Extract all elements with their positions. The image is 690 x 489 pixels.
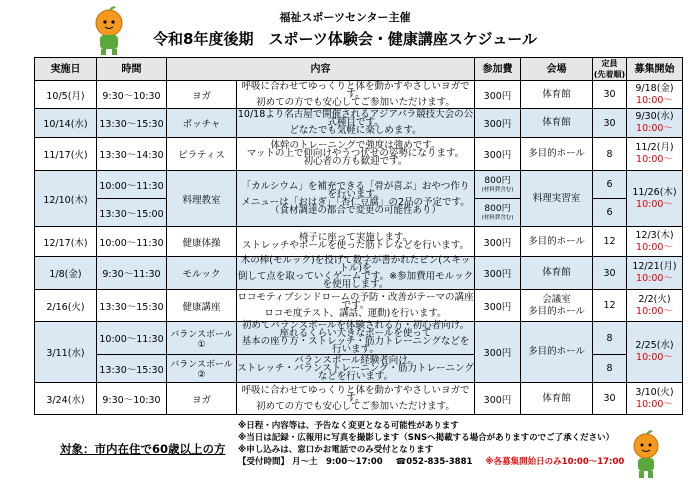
row-fee: 300円 xyxy=(475,257,521,290)
row-capacity: 30 xyxy=(593,257,627,290)
row-name: 健康体操 xyxy=(167,227,237,257)
row-recruit: 12/21(月) 10:00～ xyxy=(627,257,683,290)
table-row xyxy=(35,257,683,290)
row-capacity: 12 xyxy=(593,290,627,322)
row-time: 9:30～10:30 xyxy=(97,81,167,109)
row-recruit: 11/2(月) 10:00～ xyxy=(627,138,683,171)
header-content: 内容 xyxy=(167,58,475,81)
row-capacity: 8 xyxy=(593,322,627,355)
row-venue: 多目的ホール xyxy=(521,227,593,257)
row-venue: 多目的ホール xyxy=(521,322,593,383)
row-fee: 800円 (材料費含む) xyxy=(475,199,521,227)
table-row xyxy=(35,322,683,355)
row-venue: 料理実習室 xyxy=(521,171,593,227)
organizer-label: 福祉スポーツセンター主催 xyxy=(279,11,411,24)
row-name: ボッチャ xyxy=(167,109,237,138)
row-time: 13:30～15:00 xyxy=(97,199,167,227)
row-recruit: 12/3(木) 10:00～ xyxy=(627,227,683,257)
row-capacity: 6 xyxy=(593,199,627,227)
header-fee: 参加費 xyxy=(475,58,521,81)
row-date: 10/14(水) xyxy=(35,109,97,138)
target-audience: 対象：市内在住で60歳以上の方 xyxy=(60,442,226,456)
row-desc: ロコモティブシンドロームの予防・改善がテーマの講座です。 ロコモ度テスト、講話、運動)を行います。 xyxy=(237,290,475,322)
reception-hours xyxy=(238,456,634,468)
row-desc: 呼吸に合わせてゆっくりと体を動かすやさしいヨガです。 初めての方でも安心してご参加いただけます。 xyxy=(237,81,475,109)
row-time: 9:30～11:30 xyxy=(97,257,167,290)
row-desc: 呼吸に合わせてゆっくりと体を動かすやさしいヨガです。 初めての方でも安心してご参加いただけます。 xyxy=(237,383,475,415)
row-time: 13:30～15:30 xyxy=(97,290,167,322)
header-recruit: 募集開始 xyxy=(627,58,683,81)
row-recruit: 2/25(水) 10:00～ xyxy=(627,322,683,383)
row-recruit: 3/10(火) 10:00～ xyxy=(627,383,683,415)
row-name: ピラティス xyxy=(167,138,237,171)
row-desc: 「カルシウム」を補充できる「骨が喜ぶ」おやつ作りを行います。 メニューは「おはぎ」「杏仁豆腐」の2品の予定です。 （食材調達の都合で変更の可能性あり） xyxy=(237,171,475,227)
row-name: 料理教室 xyxy=(167,171,237,227)
table-header-row xyxy=(35,58,683,81)
note-photo: ※当日は記録・広報用に写真を撮影します（SNSへ掲載する場合がありますのでご了承ください） xyxy=(238,433,615,443)
row-time: 10:00～11:30 xyxy=(97,322,167,355)
phone-number: ☎052-835-3881 xyxy=(395,457,473,467)
schedule-table xyxy=(34,57,683,415)
row-fee: 300円 xyxy=(475,322,521,383)
row-venue: 会議室 多目的ホール xyxy=(521,290,593,322)
row-name: バランスボール① xyxy=(167,322,237,355)
row-desc: 初めてバランスボールを体験される方・初心者向け。 座れるくらい大きなボールを使って 基本の座り方・ストレッチ・筋力トレーニングなどを行います。 xyxy=(237,322,475,355)
row-date: 12/10(木) xyxy=(35,171,97,227)
row-capacity: 8 xyxy=(593,138,627,171)
row-fee: 300円 xyxy=(475,81,521,109)
row-name: 健康講座 xyxy=(167,290,237,322)
row-venue: 体育館 xyxy=(521,383,593,415)
table-row xyxy=(35,290,683,322)
row-venue: 体育館 xyxy=(521,257,593,290)
row-date: 3/11(水) xyxy=(35,322,97,383)
mascot-orange-icon xyxy=(88,5,130,57)
table-row xyxy=(35,227,683,257)
row-time: 10:00～11:30 xyxy=(97,171,167,199)
row-recruit: 2/2(火) 10:00～ xyxy=(627,290,683,322)
row-name: ヨガ xyxy=(167,383,237,415)
header-venue: 会場 xyxy=(521,58,593,81)
row-fee: 300円 xyxy=(475,290,521,322)
note-schedule-change: ※日程・内容等は、予告なく変更となる可能性があります xyxy=(238,421,459,431)
row-recruit: 9/30(水) 10:00～ xyxy=(627,109,683,138)
row-date: 10/5(月) xyxy=(35,81,97,109)
row-capacity: 30 xyxy=(593,109,627,138)
page-title: 令和8年度後期 スポーツ体験会・健康講座スケジュール xyxy=(153,30,537,48)
table-row xyxy=(35,171,683,199)
hours-text: 【受付時間】 月～土 9:00～17:00 xyxy=(238,457,383,467)
row-venue: 体育館 xyxy=(521,109,593,138)
row-desc: 10/18より名古屋で開催されるアジアパラ競技大会の公式種目です。 どなたでも気軽に楽しめます。 xyxy=(237,109,474,136)
row-venue: 多目的ホール xyxy=(521,138,593,171)
row-time: 9:30～10:30 xyxy=(97,383,167,415)
row-name: ヨガ xyxy=(167,81,237,109)
row-desc: 体幹のトレーニングで強度は強めです。 マットの上で仰向けやうつ伏せの姿勢になります。 初心者の方も歓迎です。 xyxy=(237,138,475,171)
header-date: 実施日 xyxy=(35,58,97,81)
row-name: バランスボール② xyxy=(167,355,237,383)
row-venue: 体育館 xyxy=(521,81,593,109)
row-desc: 椅子に座って実施します。 ストレッチやボールを使った筋トレなどを行います。 xyxy=(237,227,475,257)
row-date: 2/16(火) xyxy=(35,290,97,322)
row-date: 1/8(金) xyxy=(35,257,97,290)
row-capacity: 30 xyxy=(593,81,627,109)
row-capacity: 6 xyxy=(593,171,627,199)
row-time: 13:30～15:30 xyxy=(97,109,167,138)
mascot-orange-icon xyxy=(628,430,664,482)
row-fee: 300円 xyxy=(475,227,521,257)
row-desc: 木の棒(モルック)を投げて数字が書かれたピン(スキットル)を 倒して点を取っていくゲームです。※参加費用モルックを使用します。 xyxy=(237,255,474,290)
table-row xyxy=(35,383,683,415)
header-capacity: 定員 (先着順) xyxy=(593,59,626,79)
row-recruit: 11/26(木) 10:00～ xyxy=(627,171,683,227)
header-time: 時間 xyxy=(97,58,167,81)
row-date: 11/17(火) xyxy=(35,138,97,171)
row-date: 12/17(木) xyxy=(35,227,97,257)
row-fee: 800円 (材料費含む) xyxy=(475,171,521,199)
row-fee: 300円 xyxy=(475,138,521,171)
row-recruit: 9/18(金) 10:00～ xyxy=(627,81,683,109)
row-time: 10:00～11:30 xyxy=(97,227,167,257)
notes-block xyxy=(238,420,634,468)
row-fee: 300円 xyxy=(475,383,521,415)
row-capacity: 8 xyxy=(593,355,627,383)
row-date: 3/24(水) xyxy=(35,383,97,415)
row-name: モルック xyxy=(167,257,237,290)
note-recruit-day: ※各募集開始日のみ10:00～17:00 xyxy=(485,457,625,467)
note-application: ※申し込みは、窓口かお電話でのみ受付となります xyxy=(238,445,434,455)
row-desc: バランスボール経験者向け。 ストレッチ・バランストレーニング・筋力トレーニングなどを行います。 xyxy=(237,354,474,382)
row-time: 13:30～14:30 xyxy=(97,138,167,171)
table-row xyxy=(35,109,683,138)
row-fee: 300円 xyxy=(475,109,521,138)
table-row xyxy=(35,138,683,171)
row-capacity: 12 xyxy=(593,227,627,257)
row-capacity: 30 xyxy=(593,383,627,415)
table-row xyxy=(35,81,683,109)
row-time: 13:30～15:30 xyxy=(97,355,167,383)
